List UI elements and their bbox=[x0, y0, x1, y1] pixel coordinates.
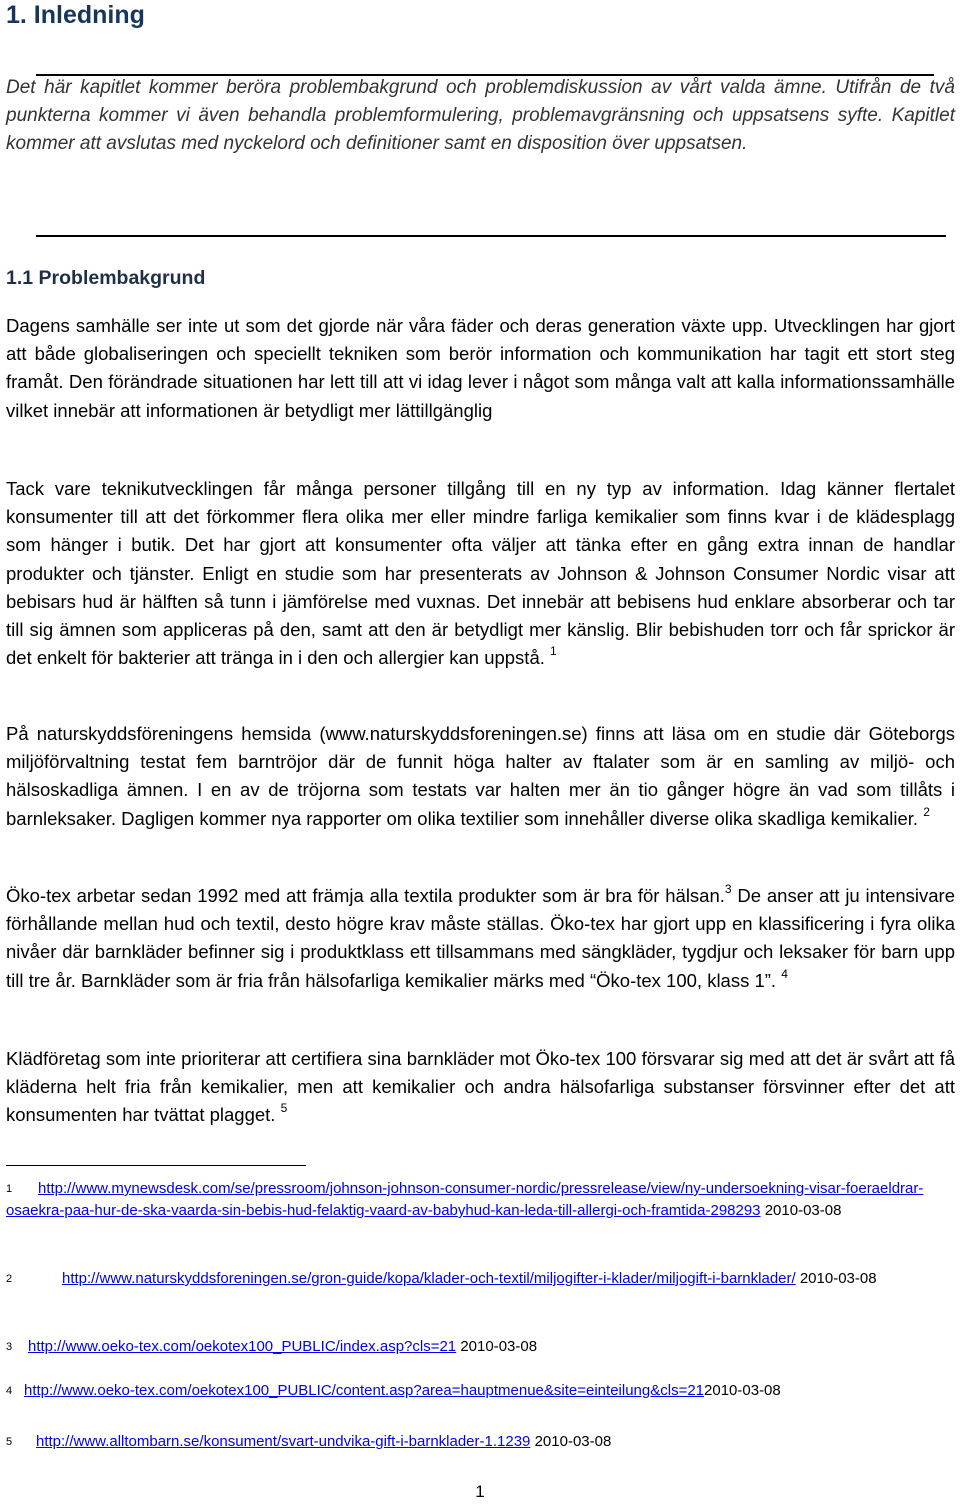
footnote-number: 3 bbox=[6, 1341, 13, 1353]
footnote-link[interactable]: http://www.mynewsdesk.com/se/pressroom/johnson-johnson-consumer-nordic/pressrelease/view/ny-undersoekning-visar-foeraeldrar-osaekra-paa-hur-de-ska-vaarda-sin-bebis-hud-felaktig-vaard-av-babyhud-kan-leda-till-allergi-och-framtida-298293 bbox=[6, 1180, 924, 1219]
footnote-5 bbox=[6, 1431, 958, 1453]
body-paragraph-3 bbox=[6, 720, 955, 833]
footnote-ref[interactable]: 2 bbox=[923, 804, 930, 819]
footnote-1 bbox=[6, 1178, 958, 1222]
footnote-link[interactable]: http://www.oeko-tex.com/oekotex100_PUBLIC/index.asp?cls=21 bbox=[28, 1338, 457, 1355]
footnote-4 bbox=[6, 1380, 958, 1402]
body-paragraph-1 bbox=[6, 312, 955, 425]
footnote-number: 4 bbox=[6, 1385, 13, 1397]
footnote-number: 2 bbox=[6, 1273, 13, 1285]
paragraph-text: Öko-tex arbetar sedan 1992 med att främja alla textila produkter som är bra för hälsan. bbox=[6, 885, 725, 906]
footnote-ref[interactable]: 1 bbox=[550, 644, 557, 659]
paragraph-text: Tack vare teknikutvecklingen får många personer tillgång till en ny typ av information. Idag känner flertalet konsumenter till att det förkommer flera olika mer eller mindre farliga kemikalier som finns kvar i de klädesplagg som hänger i butik. Det har gjort att konsumenter ofta väljer att tänka efter en gång extra innan de handlar produkter och tjänster. Enligt en studie som har presenterats av Johnson & Johnson Consumer Nordic visar att bebisars hud är hälften så tunn i jämförelse med vuxnas. Det innebär att bebisens hud enklare absorberar och tar till sig ämnen som appliceras på den, samt att den är betydligt mer känslig. Blir bebishuden torr och får sprickor är det enkelt för bakterier att tränga in i den och allergier kan uppstå. bbox=[6, 478, 955, 669]
paragraph-text: De anser att ju intensivare förhållande mellan hud och textil, desto högre krav måste ställas. Öko-tex har gjort upp en klassificering i fyra olika nivåer där barnkläder befinner sig i produktklass ett tillsammans med sängkläder, tygdjur och leksaker för barn upp till tre år. Barnkläder som är fria från hälsofarliga kemikalier märks med “Öko-tex 100, klass 1”. bbox=[6, 885, 955, 991]
section-heading: 1.1 Problembakgrund bbox=[6, 267, 206, 289]
paragraph-text: På naturskyddsföreningens hemsida (www.naturskyddsforeningen.se) finns att läsa om en studie där Göteborgs miljöförvaltning testat fem barntröjor där de funnit höga halter av ftalater som är en samling av miljö- och hälsoskadliga ämnen. I en av de tröjorna som testats var halten mer än tio gånger högre än vad som tillåts i barnleksaker. Dagligen kommer nya rapporter om olika textilier som innehåller diverse olika skadliga kemikalier. bbox=[6, 723, 955, 829]
footnote-2 bbox=[6, 1268, 958, 1290]
footnote-link[interactable]: http://www.naturskyddsforeningen.se/gron-guide/kopa/klader-och-textil/miljogifter-i-klader/miljogift-i-barnklader/ bbox=[62, 1270, 796, 1287]
footnote-ref[interactable]: 5 bbox=[280, 1101, 288, 1116]
chapter-heading: 1. Inledning bbox=[6, 1, 145, 29]
footnote-date: 2010-03-08 bbox=[534, 1433, 612, 1450]
page-number: 1 bbox=[475, 1482, 485, 1501]
body-paragraph-5 bbox=[6, 1045, 955, 1130]
footnote-number: 5 bbox=[6, 1436, 13, 1448]
paragraph-text: Klädföretag som inte prioriterar att certifiera sina barnkläder mot Öko-tex 100 försvarar sig med att det är svårt att få kläderna helt fria från kemikalier, men att kemikalier och andra hälsofarliga substanser försvinner efter det att konsumenten har tvättat plagget. bbox=[6, 1048, 955, 1126]
body-paragraph-2 bbox=[6, 475, 955, 672]
footnote-date: 2010-03-08 bbox=[764, 1202, 842, 1219]
footnote-date: 2010-03-08 bbox=[799, 1270, 877, 1287]
footnote-3 bbox=[6, 1336, 958, 1358]
bottom-rule bbox=[36, 235, 946, 237]
footnote-ref[interactable]: 3 bbox=[724, 882, 732, 896]
footnote-date: 2010-03-08 bbox=[460, 1338, 538, 1355]
footnote-link[interactable]: http://www.oeko-tex.com/oekotex100_PUBLIC/content.asp?area=hauptmenue&site=einteilung&cls=21 bbox=[24, 1382, 705, 1399]
body-paragraph-4 bbox=[6, 882, 955, 995]
footnote-date: 2010-03-08 bbox=[704, 1382, 781, 1399]
footnote-ref[interactable]: 4 bbox=[781, 966, 788, 981]
intro-paragraph: Det här kapitlet kommer beröra problembakgrund och problemdiskussion av vårt valda ämne. Utifrån de två punkterna kommer vi även behandla problemformulering, problemavgränsning och uppsatsens syfte. Kapitlet kommer att avslutas med nyckelord och definitioner samt en disposition över uppsatsen. bbox=[6, 77, 955, 154]
footnote-link[interactable]: http://www.alltombarn.se/konsument/svart-undvika-gift-i-barnklader-1.1239 bbox=[36, 1433, 531, 1450]
footnote-separator bbox=[6, 1165, 306, 1166]
paragraph-text: Dagens samhälle ser inte ut som det gjorde när våra fäder och deras generation växte upp. Utvecklingen har gjort att både globaliseringen och speciellt tekniken som berör information och kommunikation har tagit ett stort steg framåt. Den förändrade situationen har lett till att vi idag lever i något som många valt att kalla informationssamhälle vilket innebär att informationen är betydligt mer lättillgänglig bbox=[6, 315, 955, 421]
footnote-number: 1 bbox=[6, 1183, 13, 1195]
